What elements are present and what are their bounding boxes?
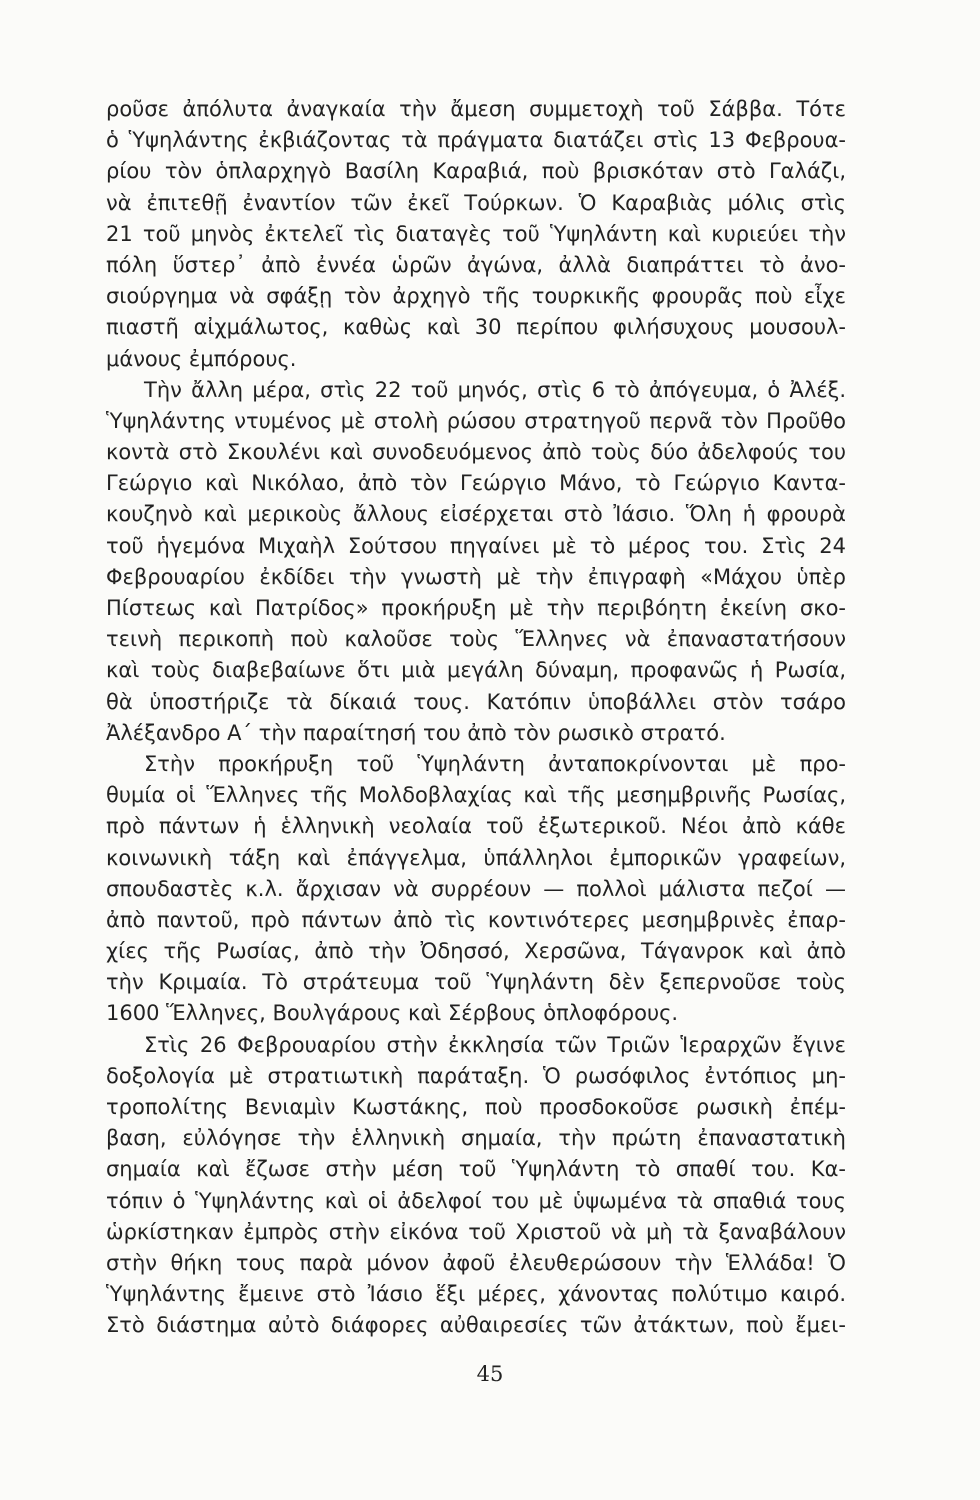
text-line: Γεώργιο καὶ Νικόλαο, ἀπὸ τὸν Γεώργιο Μάνο, τὸ Γεώργιο Καντα- <box>106 471 846 496</box>
text-line: ρίου τὸν ὁπλαρχηγὸ Βασίλη Καραβιά, ποὺ βρισκόταν στὸ Γαλάζι, <box>106 159 846 184</box>
text-line: πρὸ πάντων ἡ ἑλληνικὴ νεολαία τοῦ ἐξωτερικοῦ. Νέοι ἀπὸ κάθε <box>106 814 846 839</box>
text-line: Φεβρουαρίου ἐκδίδει τὴν γνωστὴ μὲ τὴν ἐπιγραφὴ «Μάχου ὑπὲρ <box>106 564 846 589</box>
text-line: Τὴν ἄλλη μέρα, στὶς 22 τοῦ μηνός, στὶς 6 τὸ ἀπόγευμα, ὁ Ἀλέξ. <box>144 377 846 402</box>
text-line: τοῦ ἡγεμόνα Μιχαὴλ Σούτσου πηγαίνει μὲ τὸ μέρος του. Στὶς 24 <box>106 533 846 558</box>
text-line: Ὑψηλάντης ντυμένος μὲ στολὴ ρώσου στρατηγοῦ περνᾶ τὸν Προῦθο <box>106 408 846 433</box>
text-line: 1600 Ἕλληνες, Βουλγάρους καὶ Σέρβους ὁπλοφόρους. <box>106 1001 679 1026</box>
text-line: νὰ ἐπιτεθῇ ἐναντίον τῶν ἐκεῖ Τούρκων. Ὁ Καραβιὰς μόλις στὶς <box>106 190 846 215</box>
text-line: σιούργημα νὰ σφάξῃ τὸν ἀρχηγὸ τῆς τουρκικῆς φρουρᾶς ποὺ εἶχε <box>106 284 846 309</box>
text-line: 21 τοῦ μηνὸς ἐκτελεῖ τὶς διαταγὲς τοῦ Ὑψηλάντη καὶ κυριεύει τὴν <box>106 221 846 246</box>
text-line: καὶ τοὺς διαβεβαίωνε ὅτι μιὰ μεγάλη δύναμη, προφανῶς ἡ Ρωσία, <box>106 658 846 683</box>
body-text <box>106 94 846 1342</box>
page-number: 45 <box>476 1362 504 1386</box>
text-line: Στὶς 26 Φεβρουαρίου στὴν ἐκκλησία τῶν Τριῶν Ἱεραρχῶν ἔγινε <box>144 1032 846 1057</box>
text-line: σπουδαστὲς κ.λ. ἄρχισαν νὰ συρρέουν — πολλοὶ μάλιστα πεζοί — <box>106 876 846 901</box>
text-line: Πίστεως καὶ Πατρίδος» προκήρυξη μὲ τὴν περιβόητη ἐκείνη σκο- <box>106 596 846 620</box>
text-line: πιαστῆ αἰχμάλωτος, καθὼς καὶ 30 περίπου φιλήσυχους μουσουλ- <box>106 315 846 340</box>
text-line: Στὴν προκήρυξη τοῦ Ὑψηλάντη ἀνταποκρίνονται μὲ προ- <box>144 751 846 776</box>
text-line: θὰ ὑποστήριζε τὰ δίκαιά τους. Κατόπιν ὑποβάλλει στὸν τσάρο <box>106 689 846 714</box>
text-line: κοντὰ στὸ Σκουλένι καὶ συνοδευόμενος ἀπὸ τοὺς δύο ἀδελφούς του <box>106 440 846 465</box>
text-line: Στὸ διάστημα αὐτὸ διάφορες αὐθαιρεσίες τῶν ἀτάκτων, ποὺ ἔμει- <box>106 1313 846 1338</box>
text-line: βαση, εὐλόγησε τὴν ἑλληνικὴ σημαία, τὴν πρώτη ἐπαναστατικὴ <box>106 1126 846 1151</box>
text-line: Ἀλέξανδρο Α´ τὴν παραίτησή του ἀπὸ τὸν ρωσικὸ στρατό. <box>106 720 726 745</box>
text-line: Ὑψηλάντης ἔμεινε στὸ Ἰάσιο ἕξι μέρες, χάνοντας πολύτιμο καιρό. <box>106 1282 846 1307</box>
text-line: τὴν Κριμαία. Τὸ στράτευμα τοῦ Ὑψηλάντη δὲν ξεπερνοῦσε τοὺς <box>106 970 846 995</box>
text-line: τεινὴ περικοπὴ ποὺ καλοῦσε τοὺς Ἕλληνες νὰ ἐπαναστατήσουν <box>106 627 846 652</box>
text-line: ὁ Ὑψηλάντης ἐκβιάζοντας τὰ πράγματα διατάζει στὶς 13 Φεβρουα- <box>106 128 846 153</box>
text-line: θυμία οἱ Ἕλληνες τῆς Μολδοβλαχίας καὶ τῆς μεσημβρινῆς Ρωσίας, <box>106 783 846 808</box>
text-line: τόπιν ὁ Ὑψηλάντης καὶ οἱ ἀδελφοί του μὲ ὑψωμένα τὰ σπαθιά τους <box>106 1188 846 1213</box>
text-line: μάνους ἐμπόρους. <box>106 346 297 371</box>
text-line: δοξολογία μὲ στρατιωτικὴ παράταξη. Ὁ ρωσόφιλος ἐντόπιος μη- <box>106 1063 846 1088</box>
text-line: πόλη ὕστερ᾽ ἀπὸ ἐννέα ὡρῶν ἀγώνα, ἀλλὰ διαπράττει τὸ ἀνο- <box>106 252 846 277</box>
text-line: κοινωνικὴ τάξη καὶ ἐπάγγελμα, ὑπάλληλοι ἐμπορικῶν γραφείων, <box>106 845 846 870</box>
text-line: στὴν θήκη τους παρὰ μόνον ἀφοῦ ἐλευθερώσουν τὴν Ἑλλάδα! Ὁ <box>106 1250 846 1275</box>
text-line: ὡρκίστηκαν ἐμπρὸς στὴν εἰκόνα τοῦ Χριστοῦ νὰ μὴ τὰ ξαναβάλουν <box>106 1219 846 1244</box>
text-line: ροῦσε ἀπόλυτα ἀναγκαία τὴν ἄμεση συμμετοχὴ τοῦ Σάββα. Τότε <box>106 97 846 121</box>
text-line: ἀπὸ παντοῦ, πρὸ πάντων ἀπὸ τὶς κοντινότερες μεσημβρινὲς ἐπαρ- <box>106 907 846 932</box>
text-line: τροπολίτης Βενιαμὶν Κωστάκης, ποὺ προσδοκοῦσε ρωσικὴ ἐπέμ- <box>106 1095 846 1119</box>
text-line: σημαία καὶ ἔζωσε στὴν μέση τοῦ Ὑψηλάντη τὸ σπαθί του. Κα- <box>106 1157 846 1182</box>
text-line: χίες τῆς Ρωσίας, ἀπὸ τὴν Ὀδησσό, Χερσῶνα, Τάγανροκ καὶ ἀπὸ <box>106 939 846 964</box>
text-line: κουζηνὸ καὶ μερικοὺς ἄλλους εἰσέρχεται στὸ Ἰάσιο. Ὅλη ἡ φρουρὰ <box>106 502 846 527</box>
